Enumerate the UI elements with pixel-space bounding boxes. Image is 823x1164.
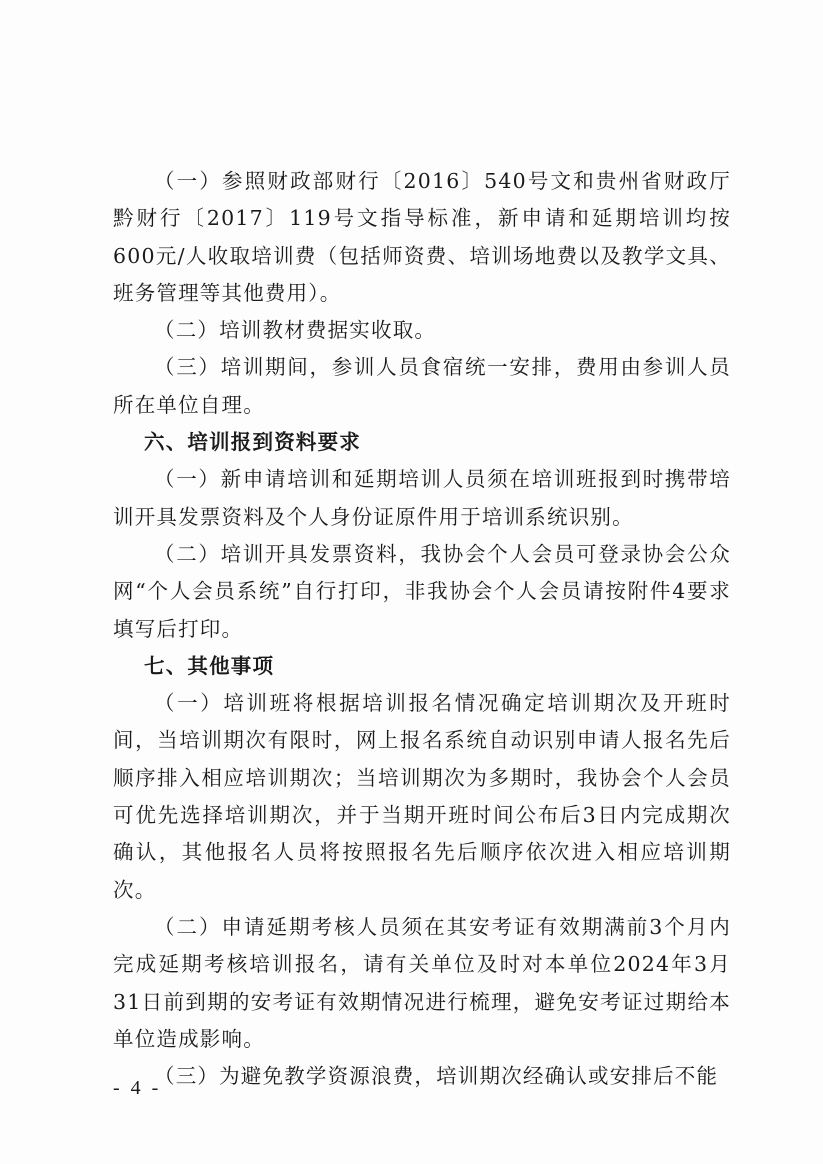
document-body xyxy=(113,163,731,1095)
fee-item-2: （二）培训教材费据实收取。 xyxy=(154,318,437,343)
other-item-2: （二）申请延期考核人员须在其安考证有效期满前3个月内完成延期考核培训报名，请有关单位及时对本单位2024年3月31日前到期的安考证有效期情况进行梳理，避免安考证过期给本单位造成影响。 xyxy=(113,914,731,1051)
fee-item-3: （三）培训期间，参训人员食宿统一安排，费用由参训人员所在单位自理。 xyxy=(113,355,731,417)
section-heading-6: 六、培训报到资料要求 xyxy=(144,430,361,455)
fee-item-1: （一）参照财政部财行〔2016〕540号文和贵州省财政厅黔财行〔2017〕119号文指导标准，新申请和延期培训均按600元/人收取培训费（包括师资费、培训场地费以及教学文具、班务管理等其他费用）。 xyxy=(113,169,731,305)
other-item-3: （三）为避免教学资源浪费，培训期次经确认或安排后不能 xyxy=(154,1064,719,1089)
section-heading-7: 七、其他事项 xyxy=(144,653,275,678)
registration-item-1: （一）新申请培训和延期培训人员须在培训班报到时携带培训开具发票资料及个人身份证原件用于培训系统识别。 xyxy=(113,467,731,529)
other-item-1: （一）培训班将根据培训报名情况确定培训期次及开班时间，当培训期次有限时，网上报名系统自动识别申请人报名先后顺序排入相应培训期次；当培训期次为多期时，我协会个人会员可优先选择培训期次，并于当期开班时间公布后3日内完成期次确认，其他报名人员将按照报名先后顺序依次进入相应培训期次。 xyxy=(113,691,731,902)
registration-item-2: （二）培训开具发票资料，我协会个人会员可登录协会公众网“个人会员系统”自行打印，非我协会个人会员请按附件4要求填写后打印。 xyxy=(113,541,731,641)
page-number: - 4 - xyxy=(113,1077,162,1099)
